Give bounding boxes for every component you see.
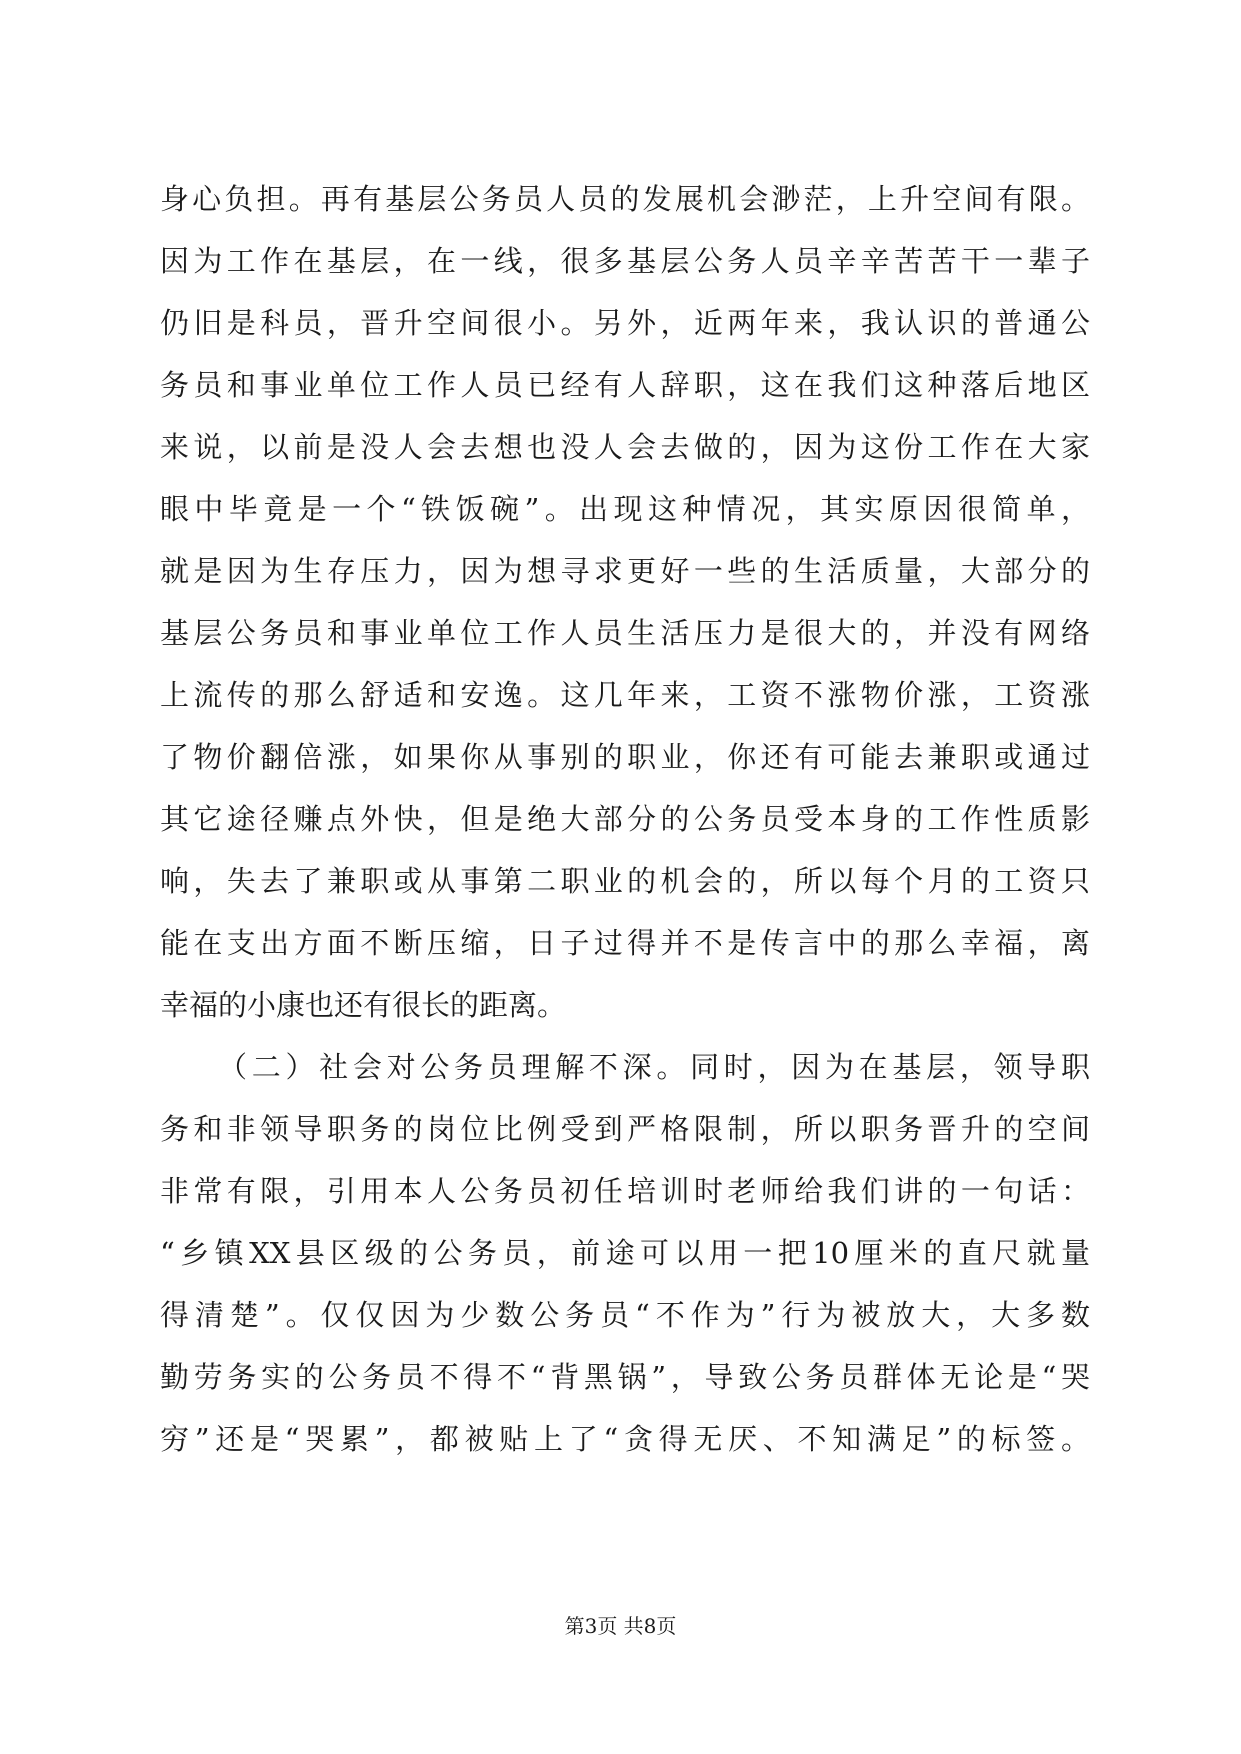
text-line: 了物价翻倍涨，如果你从事别的职业，你还有可能去兼职或通过: [160, 740, 1090, 774]
body-text: [160, 168, 1090, 1470]
text-line: 其它途径赚点外快，但是绝大部分的公务员受本身的工作性质影: [160, 802, 1090, 836]
text-line: 非常有限，引用本人公务员初任培训时老师给我们讲的一句话：: [160, 1174, 1090, 1208]
text-line: 务和非领导职务的岗位比例受到严格限制，所以职务晋升的空间: [160, 1112, 1090, 1146]
text-line: 就是因为生存压力，因为想寻求更好一些的生活质量，大部分的: [160, 554, 1090, 588]
text-line: 穷”还是“哭累”，都被贴上了“贪得无厌、不知满足”的标签。: [160, 1422, 1090, 1456]
text-line: 响，失去了兼职或从事第二职业的机会的，所以每个月的工资只: [160, 864, 1090, 898]
text-line: 务员和事业单位工作人员已经有人辞职，这在我们这种落后地区: [160, 368, 1090, 402]
text-line: （二）社会对公务员理解不深。同时，因为在基层，领导职: [218, 1050, 1090, 1084]
paragraph-2: [160, 1036, 1090, 1470]
text-line: “乡镇XX县区级的公务员，前途可以用一把10厘米的直尺就量: [160, 1236, 1090, 1270]
text-line: 身心负担。再有基层公务员人员的发展机会渺茫，上升空间有限。: [160, 182, 1090, 216]
text-line: 因为工作在基层，在一线，很多基层公务人员辛辛苦苦干一辈子: [160, 244, 1090, 278]
text-line: 来说，以前是没人会去想也没人会去做的，因为这份工作在大家: [160, 430, 1090, 464]
text-line: 得清楚”。仅仅因为少数公务员“不作为”行为被放大，大多数: [160, 1298, 1090, 1332]
text-line: 仍旧是科员，晋升空间很小。另外，近两年来，我认识的普通公: [160, 306, 1090, 340]
paragraph-1: [160, 168, 1090, 1036]
text-line: 上流传的那么舒适和安逸。这几年来，工资不涨物价涨，工资涨: [160, 678, 1090, 712]
text-line: 能在支出方面不断压缩，日子过得并不是传言中的那么幸福，离: [160, 926, 1090, 960]
text-line: 基层公务员和事业单位工作人员生活压力是很大的，并没有网络: [160, 616, 1090, 650]
text-line: 幸福的小康也还有很长的距离。: [160, 988, 567, 1022]
page-number-footer: 第3页 共8页: [564, 1614, 677, 1638]
text-line: 眼中毕竟是一个“铁饭碗”。出现这种情况，其实原因很简单，: [160, 492, 1090, 526]
text-line: 勤劳务实的公务员不得不“背黑锅”，导致公务员群体无论是“哭: [160, 1360, 1090, 1394]
